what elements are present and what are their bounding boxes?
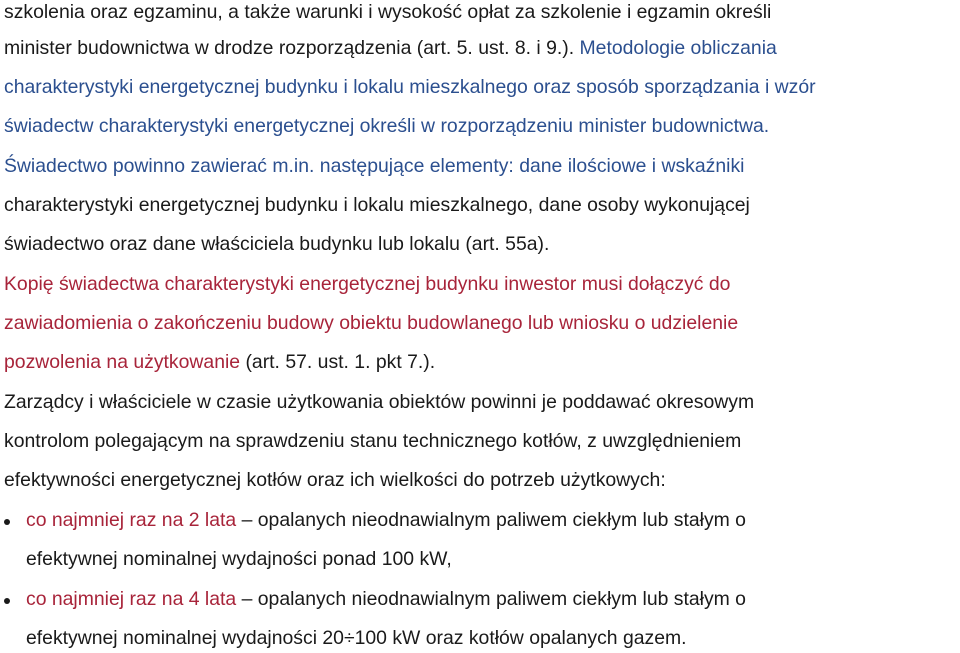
text-line-3	[4, 75, 816, 99]
text-line-6	[4, 193, 750, 217]
text-l8: Kopię świadectwa charakterystyki energetycznej budynku inwestor musi dołączyć do	[4, 273, 731, 295]
text-l7: świadectwo oraz dane właściciela budynku lub lokalu (art. 55a).	[4, 233, 550, 255]
text-line-4	[4, 114, 769, 138]
text-line-11	[4, 390, 754, 414]
bullet-1-cont: efektywnej nominalnej wydajności ponad 100 kW,	[26, 548, 452, 570]
bullet-1-lead: co najmniej raz na 2 lata	[26, 509, 237, 531]
bullet-2-rest: – opalanych nieodnawialnym paliwem ciekłym lub stałym o	[236, 588, 746, 610]
text-line-1	[4, 0, 771, 24]
bullet-dot-2	[4, 598, 10, 604]
text-line-10	[4, 350, 435, 374]
text-line-2	[4, 36, 777, 60]
text-l4: świadectw charakterystyki energetycznej określi w rozporządzeniu minister budownictwa.	[4, 115, 770, 137]
text-l9: zawiadomienia o zakończeniu budowy obiektu budowlanego lub wniosku o udzielenie	[4, 312, 739, 334]
text-line-7	[4, 232, 549, 256]
text-l13: efektywności energetycznej kotłów oraz ich wielkości do potrzeb użytkowych:	[4, 469, 666, 491]
text-l2b: Metodologie obliczania	[579, 37, 777, 59]
text-l2a: minister budownictwa w drodze rozporządzenia (art. 5. ust. 8. i 9.).	[4, 37, 580, 59]
text-line-8	[4, 272, 730, 296]
bullet-dot-1	[4, 519, 10, 525]
text-line-9	[4, 311, 738, 335]
bullet-1-line	[26, 508, 746, 532]
text-l3: charakterystyki energetycznej budynku i lokalu mieszkalnego oraz sposób sporządzania i wzór	[4, 76, 816, 98]
text-l11: Zarządcy i właściciele w czasie użytkowania obiektów powinni je poddawać okresowym	[4, 391, 755, 413]
text-line-12	[4, 429, 741, 453]
bullet-1-continuation	[26, 547, 452, 571]
bullet-2-lead: co najmniej raz na 4 lata	[26, 588, 237, 610]
text-l12: kontrolom polegającym na sprawdzeniu stanu technicznego kotłów, z uwzględnieniem	[4, 430, 742, 452]
text-l10b: (art. 57. ust. 1. pkt 7.).	[240, 351, 436, 373]
text-line-5	[4, 154, 744, 178]
bullet-2-line	[26, 587, 746, 611]
bullet-2-continuation	[26, 626, 687, 650]
bullet-1-rest: – opalanych nieodnawialnym paliwem ciekłym lub stałym o	[236, 509, 746, 531]
text-line-13	[4, 468, 666, 492]
text-l6: charakterystyki energetycznej budynku i lokalu mieszkalnego, dane osoby wykonującej	[4, 194, 750, 216]
text-l5: Świadectwo powinno zawierać m.in. następujące elementy: dane ilościowe i wskaźniki	[4, 155, 745, 177]
bullet-2-cont: efektywnej nominalnej wydajności 20÷100 kW oraz kotłów opalanych gazem.	[26, 627, 687, 649]
text-l10a: pozwolenia na użytkowanie	[4, 351, 241, 373]
text-l1: szkolenia oraz egzaminu, a także warunki i wysokość opłat za szkolenie i egzamin określi	[4, 1, 772, 23]
